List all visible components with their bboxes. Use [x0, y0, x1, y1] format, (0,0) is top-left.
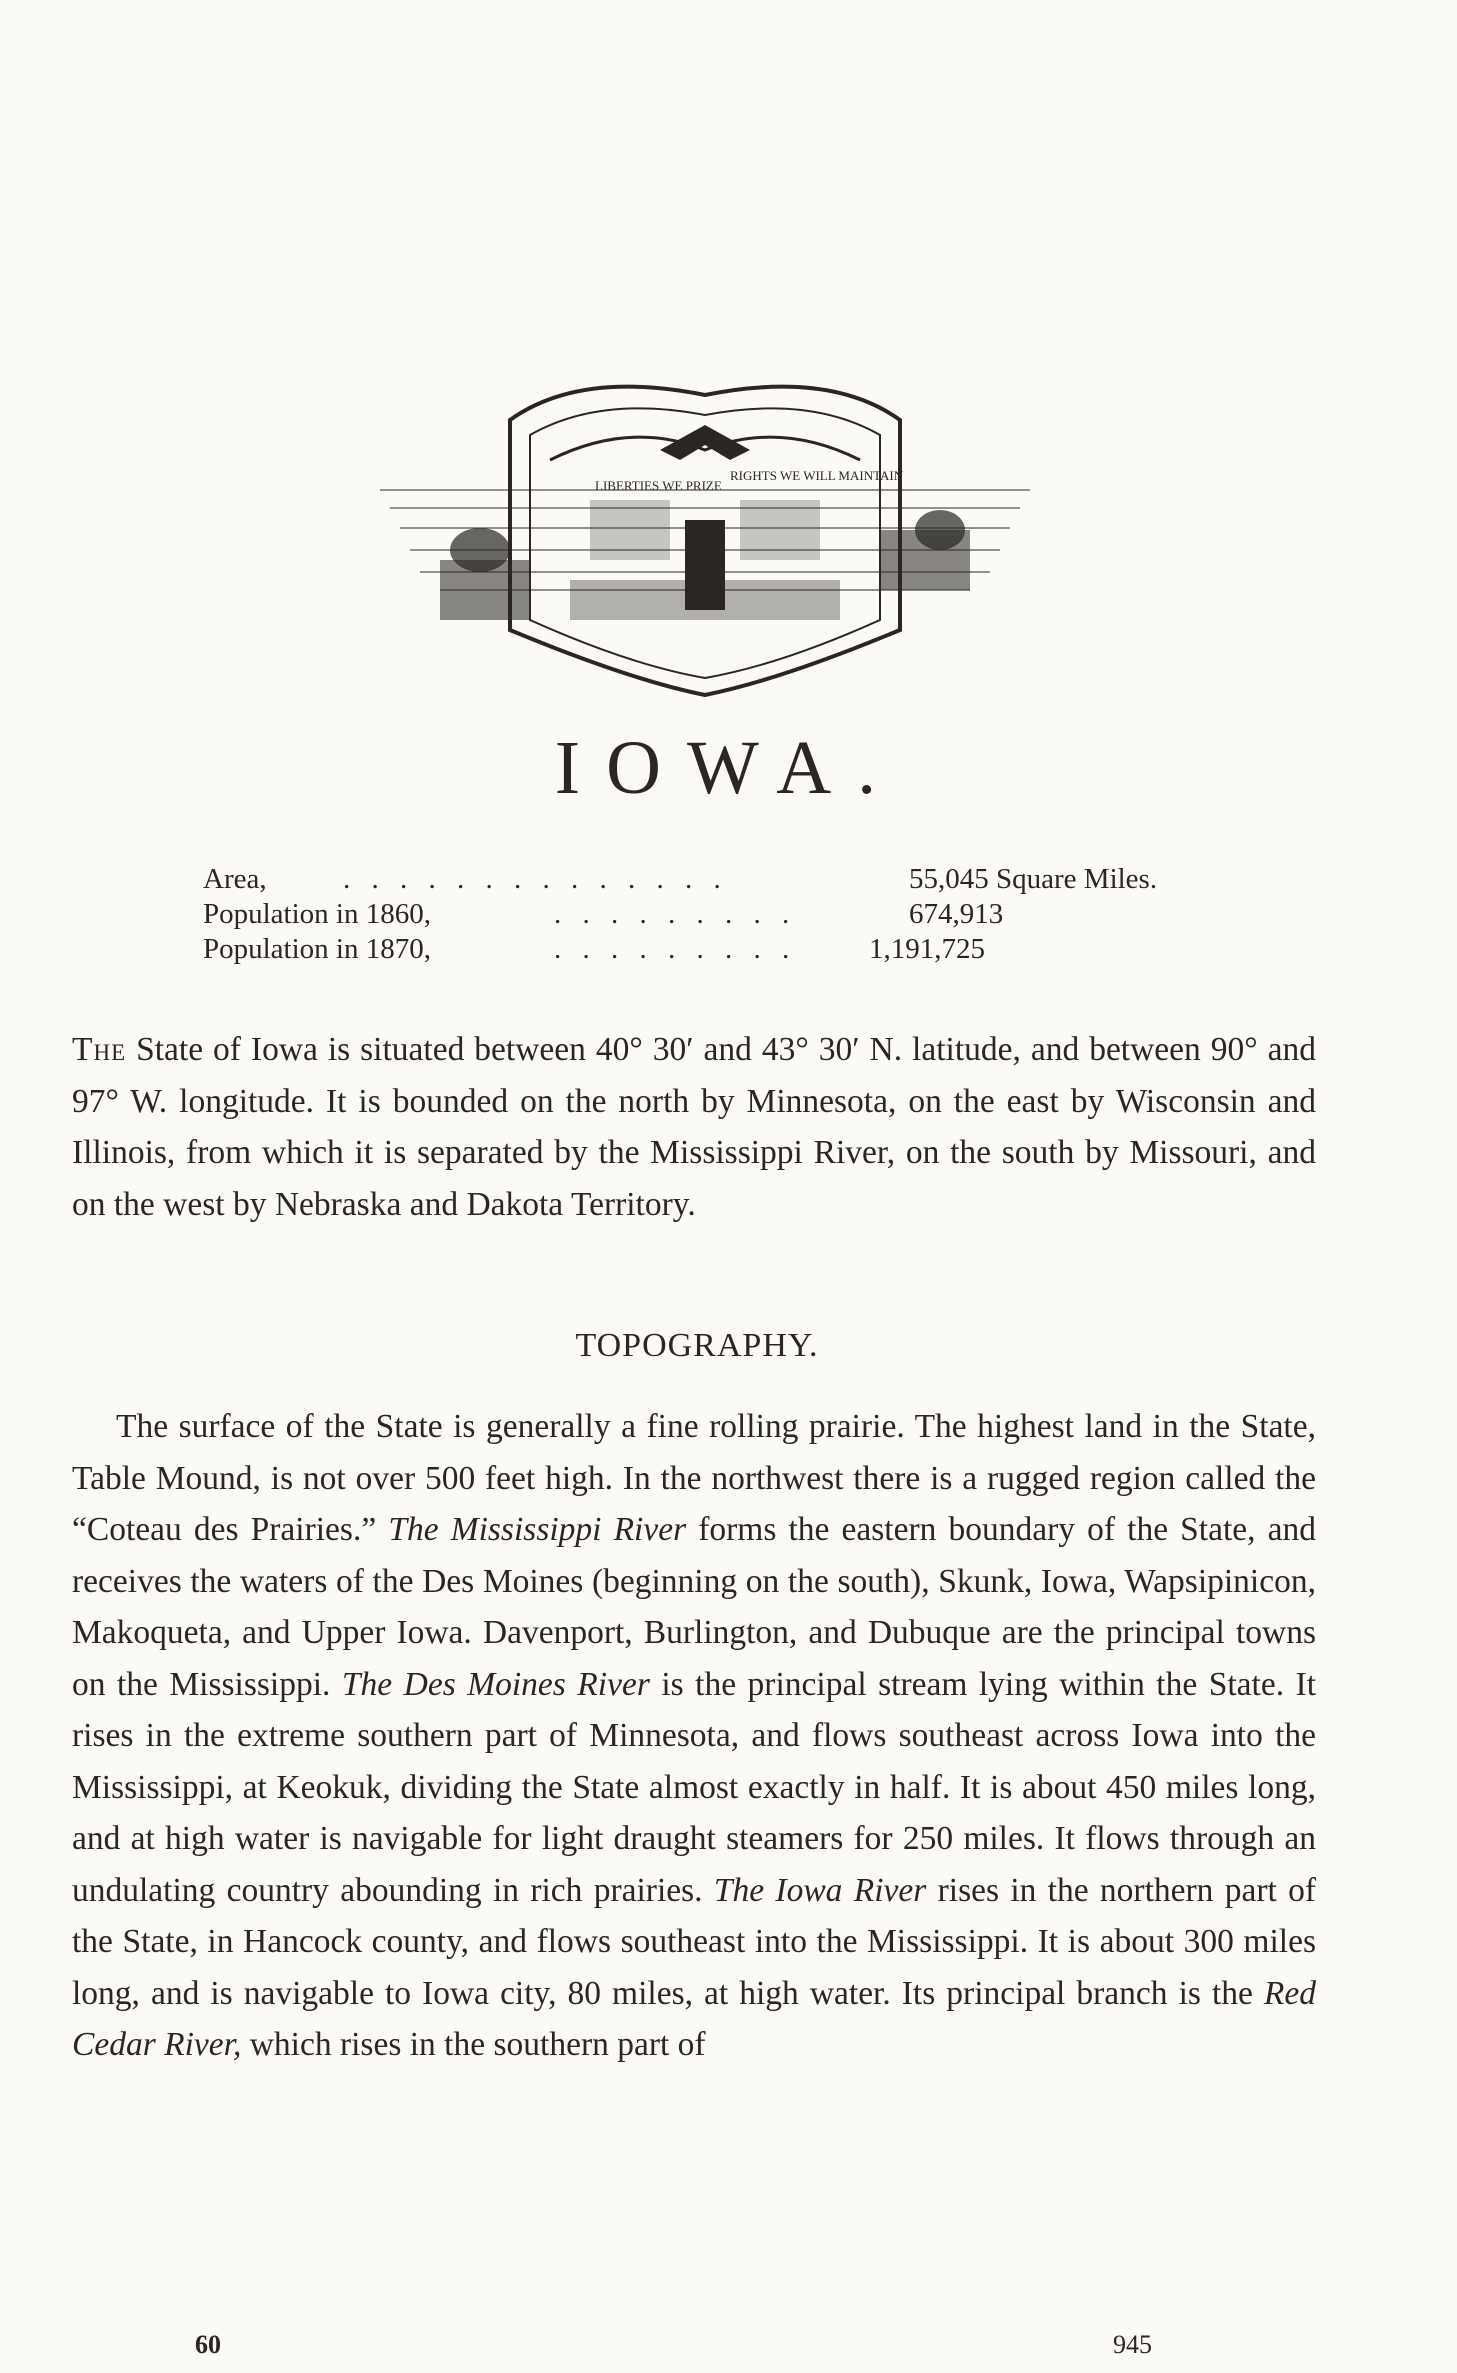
- leader-dots: . . . . . . . . . . . . . .: [343, 863, 728, 895]
- intro-text: State of Iowa is situated between 40° 30′ and 43° 30′ N. latitude, and between 90° and 97° W. longitude. It is bounded on the north by Minnesota, on the east by Wisconsin and Illinois, from which it is separated by the Mississippi River, on the south by Missouri, and on the west by Nebraska and Dakota Territory.: [72, 1031, 1316, 1223]
- topography-paragraph: [72, 1401, 1316, 2071]
- stat-label: Population in 1870,: [203, 933, 431, 965]
- text-run: The surface of the State is generally a fine rolling prairie. The highest land in the State, Table Mound, is not over 500 feet high. In the northwest there is a rugged region called the “Coteau des Prairies.”: [72, 1408, 1316, 1548]
- text-run: rises in the northern part of the State, in Hancock county, and flows southeast into the Mississippi. It is about 300 miles long, and is navigable to Iowa city, 80 miles, at high water. Its principal branch is the: [72, 1871, 1317, 2012]
- seal-banner-left: LIBERTIES WE PRIZE: [595, 478, 722, 493]
- river-name: The Des Moines River: [341, 1665, 650, 1703]
- page-number: 945: [1113, 2330, 1152, 2359]
- state-statistics: [203, 862, 1253, 967]
- stat-value: 55,045 Square Miles.: [909, 863, 1158, 895]
- signature-mark: 60: [195, 2330, 221, 2359]
- river-name: The Mississippi River: [388, 1511, 687, 1548]
- stat-row-population-1870: [203, 932, 1253, 967]
- stat-value: 1,191,725: [869, 933, 985, 965]
- river-name: Red Cedar River,: [72, 1974, 1316, 2063]
- text-run: forms the eastern boundary of the State, and receives the waters of the Des Moines (beginning on the south), Skunk, Iowa, Wapsipinicon, Makoqueta, and Upper Iowa. Davenport, Burlington, and Dubuque are the principal towns on the Mississippi.: [72, 1511, 1317, 1703]
- leader-dots: . . . . . . . . .: [554, 898, 797, 930]
- intro-paragraph: [72, 1024, 1316, 1230]
- stat-row-area: [203, 862, 1253, 897]
- leader-dots: . . . . . . . . .: [554, 933, 797, 965]
- page-title: IOWA.: [554, 726, 903, 810]
- paragraph-lead-word: The: [72, 1031, 127, 1068]
- stat-row-population-1860: [203, 897, 1253, 932]
- stat-label: Population in 1860,: [203, 898, 431, 930]
- seal-banner-right: RIGHTS WE WILL MAINTAIN: [730, 468, 904, 483]
- stat-value: 674,913: [909, 898, 1004, 930]
- stat-label: Area,: [203, 863, 267, 895]
- section-heading: TOPOGRAPHY.: [575, 1327, 819, 1364]
- text-run: which rises in the southern part of: [241, 2026, 706, 2063]
- river-name: The Iowa River: [713, 1871, 927, 1909]
- iowa-state-seal: [380, 380, 1030, 710]
- text-run: is the principal stream lying within the State. It rises in the extreme southern part of Minnesota, and flows southeast across Iowa into the Mississippi, at Keokuk, dividing the State almost exactly in half. It is about 450 miles long, and at high water is navigable for light draught steamers for 250 miles. It flows through an undulating country abounding in rich prairies.: [72, 1665, 1317, 1909]
